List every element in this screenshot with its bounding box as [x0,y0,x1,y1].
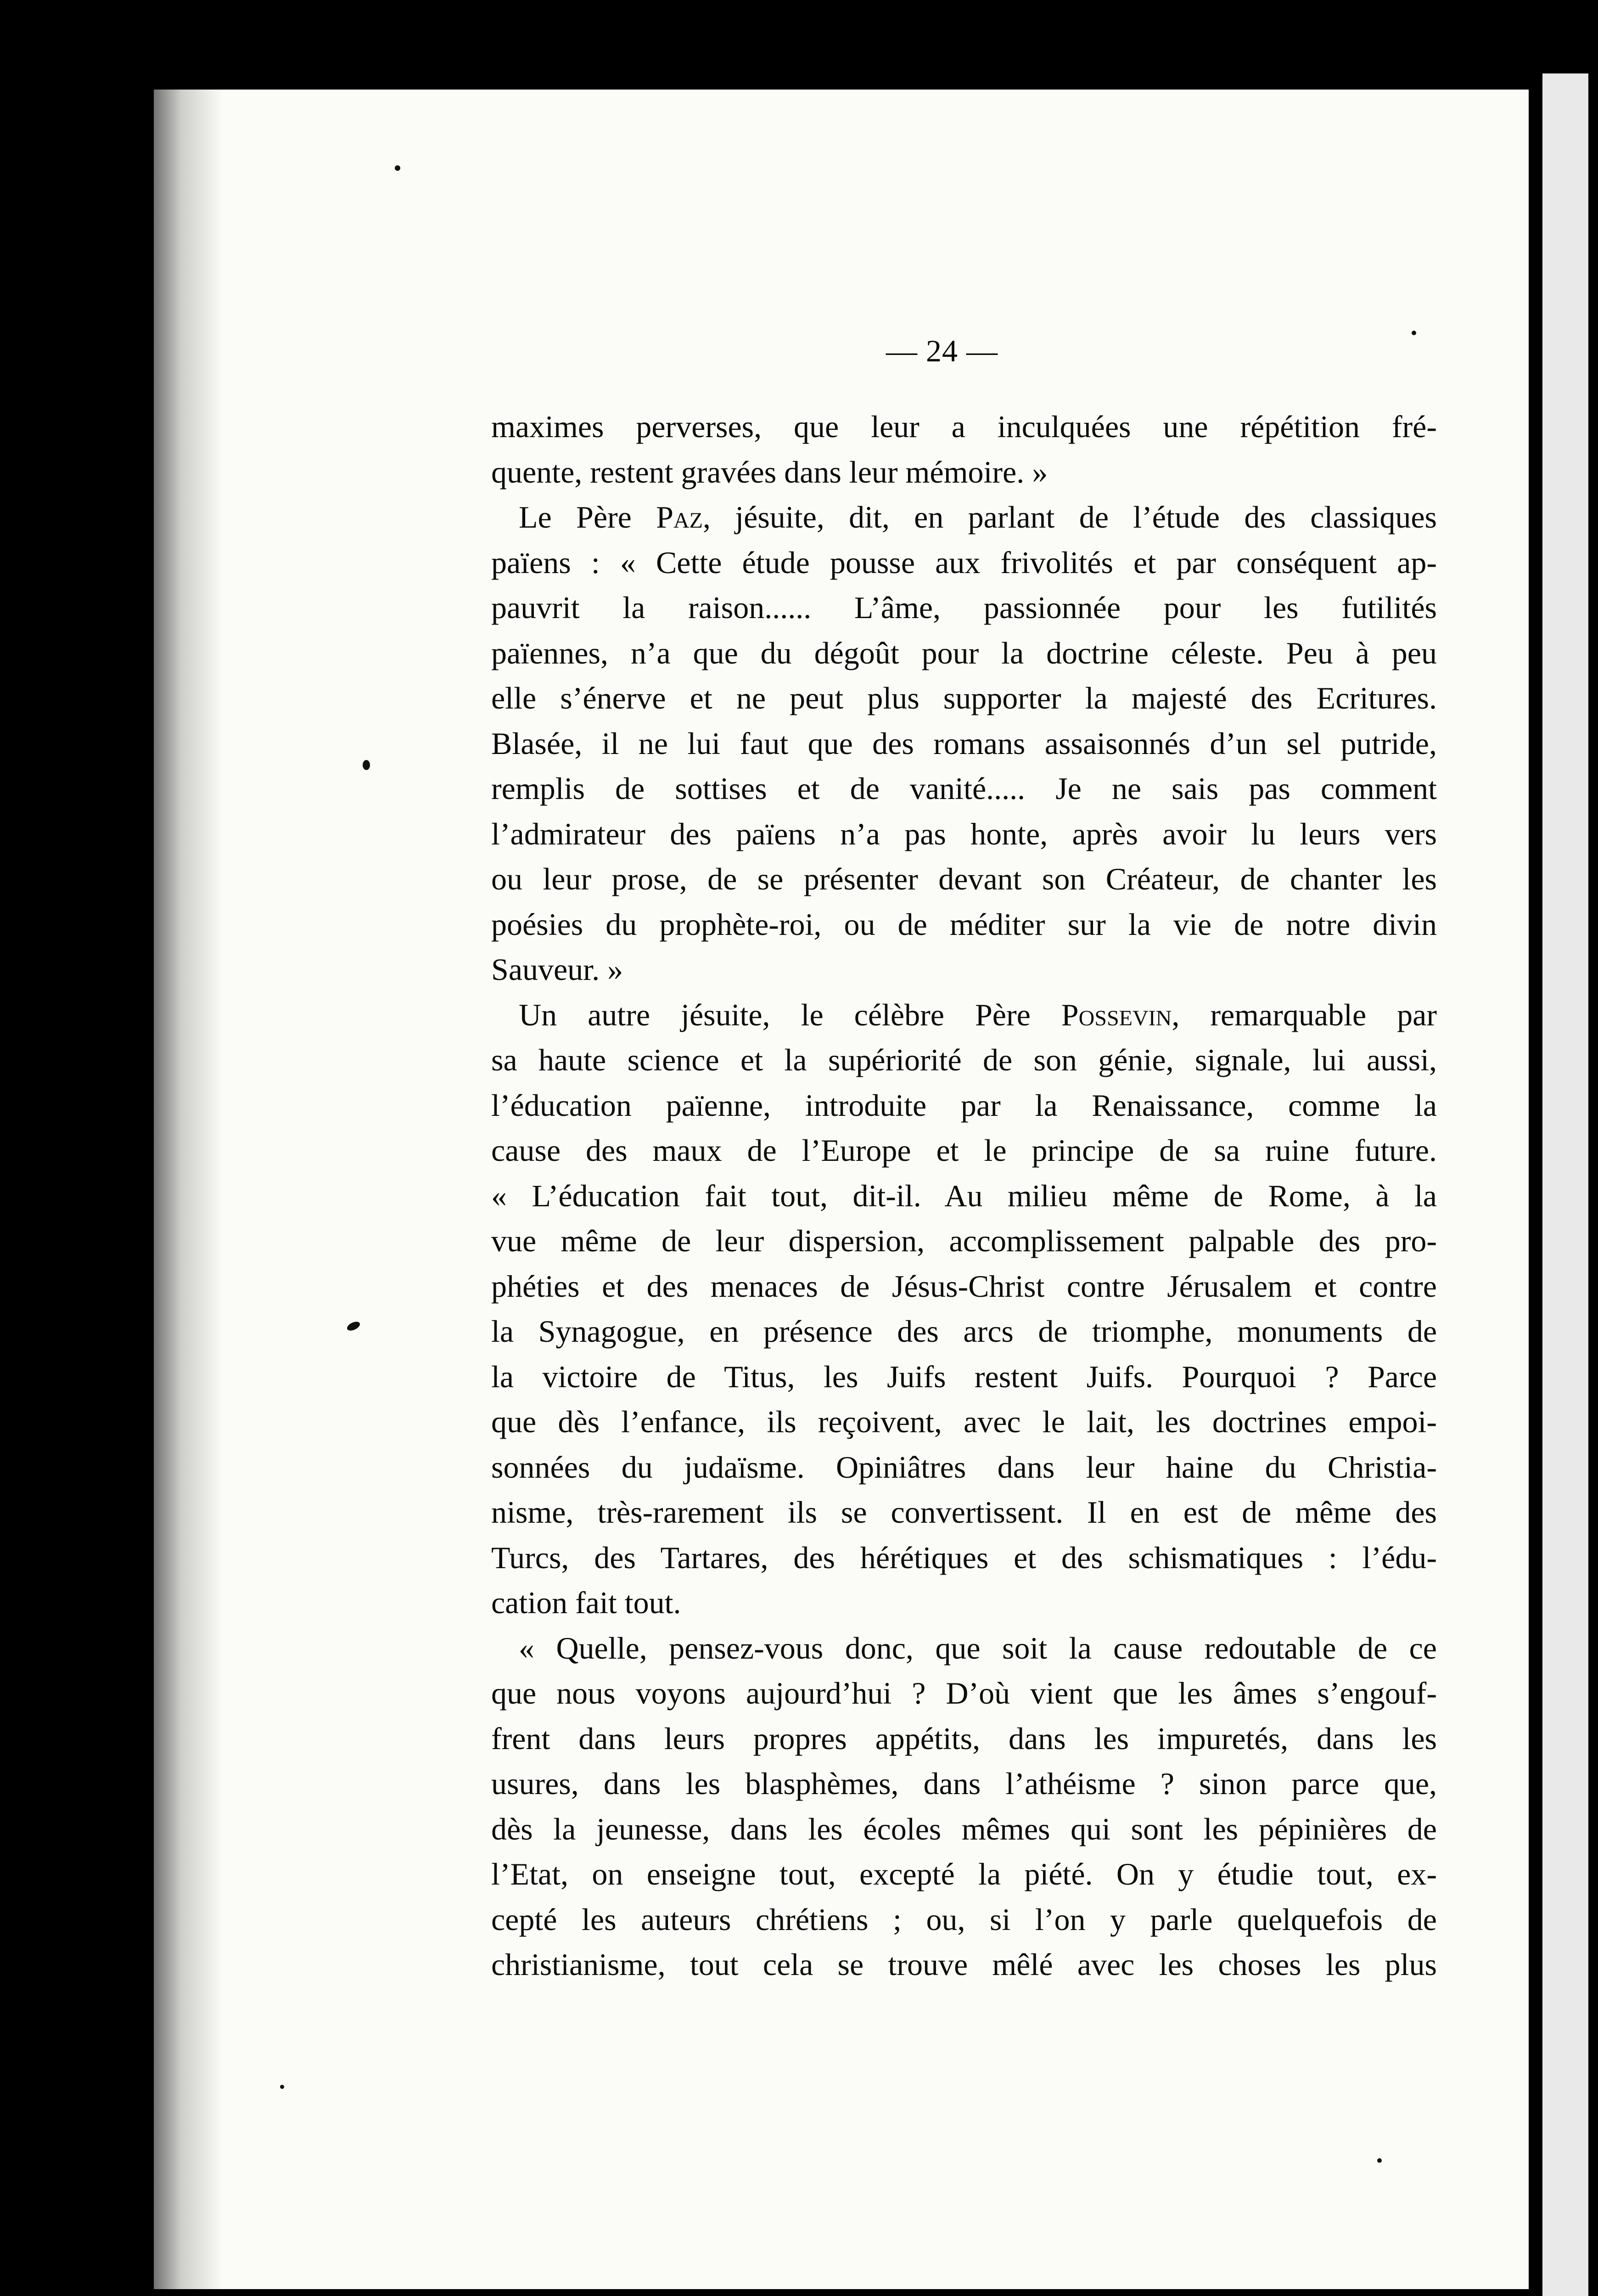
small-caps-name: Possevin [1061,997,1172,1032]
text-line: vue même de leur dispersion, accomplissement palpable des pro- [491,1223,1437,1258]
text-line: la Synagogue, en présence des arcs de triomphe, monuments de [491,1314,1437,1349]
text-line: l’admirateur des païens n’a pas honte, après avoir lu leurs vers [491,816,1437,851]
text-segment: , remarquable par [1172,997,1437,1032]
text-line: phéties et des menaces de Jésus-Christ contre Jérusalem et contre [491,1268,1437,1304]
text-line: pauvrit la raison...... L’âme, passionnée pour les futilités [491,590,1437,625]
ink-speck [280,2085,284,2089]
page-gutter-shadow [154,90,223,2289]
text-line: nisme, très-rarement ils se convertissent. Il en est de même des [491,1495,1437,1530]
page-number: — 24 — [886,333,998,368]
text-line: cause des maux de l’Europe et le principe de sa ruine future. [491,1133,1437,1168]
ink-speck [1377,2158,1382,2163]
text-segment: Le Père [519,500,656,535]
text-line: ou leur prose, de se présenter devant son Créateur, de chanter les [491,861,1437,896]
text-line: Sauveur. » [491,952,623,987]
text-line: Turcs, des Tartares, des hérétiques et des schismatiques : l’édu- [491,1540,1437,1575]
adjacent-page-edge [1542,73,1588,2296]
text-line: que nous voyons aujourd’hui ? D’où vient que les âmes s’engouf- [491,1676,1437,1711]
text-segment: Un autre jésuite, le célèbre Père [519,997,1061,1032]
text-line: que dès l’enfance, ils reçoivent, avec le lait, les doctrines empoi- [491,1404,1437,1439]
text-line: maximes perverses, que leur a inculquées une répétition fré- [491,409,1437,444]
text-line: sonnées du judaïsme. Opiniâtres dans leur haine du Christia- [491,1449,1437,1485]
text-line: païennes, n’a que du dégoût pour la doctrine céleste. Peu à peu [491,635,1437,670]
text-line: « L’éducation fait tout, dit-il. Au milieu même de Rome, à la [491,1178,1437,1213]
text-line: poésies du prophète-roi, ou de méditer sur la vie de notre divin [491,906,1437,942]
text-line: Blasée, il ne lui faut que des romans assaisonnés d’un sel putride, [491,726,1437,761]
text-line: frent dans leurs propres appétits, dans les impuretés, dans les [491,1721,1437,1756]
text-line: la victoire de Titus, les Juifs restent Juifs. Pourquoi ? Parce [491,1359,1437,1394]
text-line: cation fait tout. [491,1585,681,1620]
text-line: usures, dans les blasphèmes, dans l’athéisme ? sinon parce que, [491,1766,1437,1801]
text-line: elle s’énerve et ne peut plus supporter la majesté des Ecritures. [491,681,1437,715]
ink-speck [363,760,370,770]
text-line: sa haute science et la supériorité de son génie, signale, lui aussi, [491,1042,1437,1077]
ink-speck [395,165,400,171]
text-line: dès la jeunesse, dans les écoles mêmes qui sont les pépinières de [491,1811,1437,1846]
text-line [491,495,1437,540]
text-line: quente, restent gravées dans leur mémoire. » [491,454,1048,490]
small-caps-name: Paz [656,500,703,535]
text-line [491,992,1437,1038]
text-line: l’Etat, on enseigne tout, excepté la piété. On y étudie tout, ex- [491,1857,1437,1891]
text-line: remplis de sottises et de vanité..... Je ne sais pas comment [491,771,1437,806]
ink-speck [1412,331,1416,335]
text-line: « Quelle, pensez-vous donc, que soit la cause redoutable de ce [519,1630,1437,1666]
text-line: païens : « Cette étude pousse aux frivolités et par conséquent ap- [491,545,1437,580]
text-line: christianisme, tout cela se trouve mêlé avec les choses les plus [491,1947,1437,1982]
text-line: l’éducation païenne, introduite par la Renaissance, comme la [491,1087,1437,1123]
body-text [491,404,1437,1987]
text-line: cepté les auteurs chrétiens ; ou, si l’on y parle quelquefois de [491,1902,1437,1937]
text-segment: , jésuite, dit, en parlant de l’étude des classiques [702,500,1437,535]
